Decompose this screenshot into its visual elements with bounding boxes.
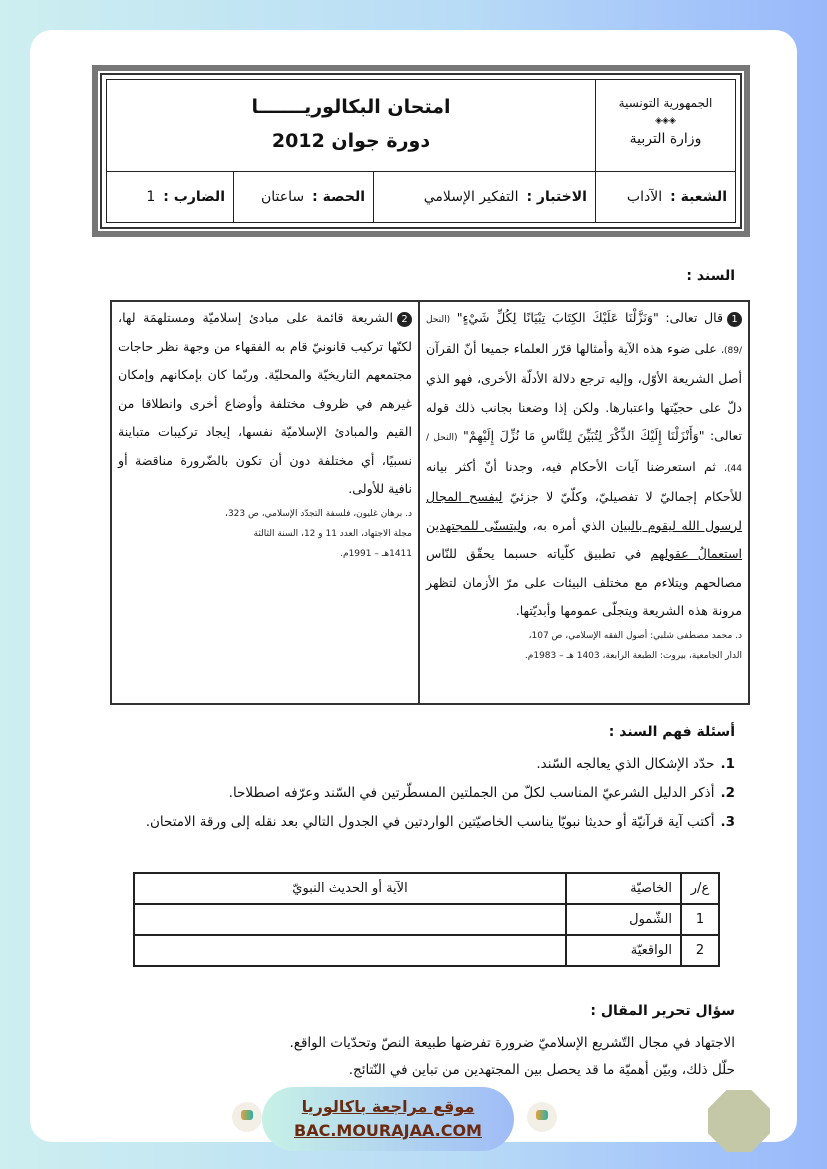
number-badge-icon: 2 <box>397 312 412 327</box>
subject-cell: الاختبار : التفكير الإسلامي <box>373 172 595 222</box>
underlined-phrase-2: وليتسنّى للمجتهدين استعمالُ عقولهم <box>426 517 742 561</box>
document-label: السند : <box>686 268 735 284</box>
ministry: وزارة التربية <box>629 131 702 147</box>
text-1: 1قال تعالى: "وَنَزَّلْنَا عَلَيْكَ الكِتَابَ تِبْيَانًا لِكُلِّ شَيْءٍ" (النحل /89)، على ضوء هذه الآية وأمثالها قرّر العلماء جميعا أنّ القرآن أصل الشريعة الأوّل، وإليه ترجع دلالة الأدلّة الأخرى، فهو الذي دلّ على حجيّتها واعتبارها. ولكن إذا وضعنا بجانب ذلك قوله تعالى: "وَأَنْزَلْنَا إِلَيْكَ الذِّكْرَ لِتُبَيِّنَ لِلنَّاسِ مَا نُزِّلَ إِلَيْهِمْ" (النحل / 44)، ثم استعرضنا آيات الأحكام فيه، وجدنا أنّ أكثر بيانه للأحكام إجماليّ لا تفصيليّ، وكلّيّ لا جزئيّ ليفسح المجال لرسول الله ليقوم بالبيان الذي أمره به، وليتسنّى للمجتهدين استعمالُ عقولهم في تطبيق كلّياته حسبما يحقّق للنّاس مصالحهم ويتلاءم مع مختلف البيئات على مرّ الأزمان لتظهر مرونة هذه الشريعة ويتجلّى عمومها وأبديّتها. د. محمد مصطفى شلبي: أصول الفقه الإسلامي، ص 107، الدار الجامعية، بيروت: الطبعة الرابعة، 1403 هـ – 1983م. <box>418 302 748 703</box>
table-row: 2 الواقعيّة <box>134 935 719 966</box>
answer-table <box>133 872 720 967</box>
bac-lettre-badge <box>708 1090 770 1152</box>
ornament: ◈◈◈ <box>655 116 676 126</box>
coefficient-cell: الضارب : 1 <box>146 189 225 205</box>
number-badge-icon: 1 <box>727 312 742 327</box>
underlined-phrase-1: ليفسح المجال لرسول الله ليقوم بالبيان <box>426 489 742 533</box>
questions-list <box>105 750 735 837</box>
source-2: د. برهان غليون، فلسفة التجدّد الإسلامي، ص 323، مجلة الاجتهاد، العدد 11 و 12، السنة الثالثة 1411هـ – 1991م. <box>225 508 412 559</box>
site-logo-icon <box>232 1102 262 1132</box>
source-1: د. محمد مصطفى شلبي: أصول الفقه الإسلامي، ص 107، الدار الجامعية، بيروت: الطبعة الرابعة، 1403 هـ – 1983م. <box>524 630 742 661</box>
table-row: 1 الشّمول <box>134 904 719 935</box>
essay-heading: سؤال تحرير المقال : <box>590 1003 735 1019</box>
website-banner-link[interactable]: موقع مراجعة باكالوريا BAC.MOURAJAA.COM <box>262 1087 514 1151</box>
question: 3.أكتب آية قرآنيّة أو حديثا نبويّا يناسب الخاصيّتين الواردتين في الجدول التالي بعد نقله إلى ورقة الامتحان. <box>145 814 735 830</box>
question: 2.أذكر الدليل الشرعيّ المناسب لكلّ من الجملتين المسطّرتين في السّند وعرّفه اصطلاحا. <box>228 785 735 801</box>
ministry-block <box>595 80 735 171</box>
document-box <box>110 300 750 705</box>
republic: الجمهورية التونسية <box>618 96 713 110</box>
question: 1.حدّد الإشكال الذي يعالجه السّند. <box>536 756 735 772</box>
duration-cell: الحصة : ساعتان <box>233 172 373 222</box>
essay-text: الاجتهاد في مجال التّشريع الإسلاميّ ضرورة تفرضها طبيعة النصّ وتحدّيات الواقع. حلّل ذلك، وبيّن أهميّة ما قد يحصل بين المجتهدين من تباين في النّتائج. <box>289 1035 735 1078</box>
exam-session: دورة جوان 2012 <box>271 130 431 152</box>
questions-heading: أسئلة فهم السند : <box>608 724 735 740</box>
text-2: 2الشريعة قائمة على مبادئ إسلاميّة ومستلهمَة لها، لكنّها تركيب قانونيّ قام به الفقهاء من وجهة نظر حاجات مجتمعهم التاريخيّة والمحليّة. وربّما كان بإمكانهم وإمكان غيرهم في ظروف مختلفة وأوضاع أخرى وانطلاقا من القيم والمبادئ الإسلاميّة نفسها، إيجاد تركيبات متباينة نسبيًا، أي مختلفة دون أن تكون بالضّرورة مناقضة أو نافية للأولى. د. برهان غليون، فلسفة التجدّد الإسلامي، ص 323، مجلة الاجتهاد، العدد 11 و 12، السنة الثالثة 1411هـ – 1991م. <box>112 302 418 703</box>
exam-title: امتحان البكالوريـــــــا <box>251 96 451 118</box>
exam-header <box>92 65 750 237</box>
site-logo-icon <box>527 1102 557 1132</box>
section-cell: الشعبة : الآداب <box>595 172 735 222</box>
table-header: ع/ر الخاصيّة الآية أو الحديث النبويّ <box>134 873 719 904</box>
